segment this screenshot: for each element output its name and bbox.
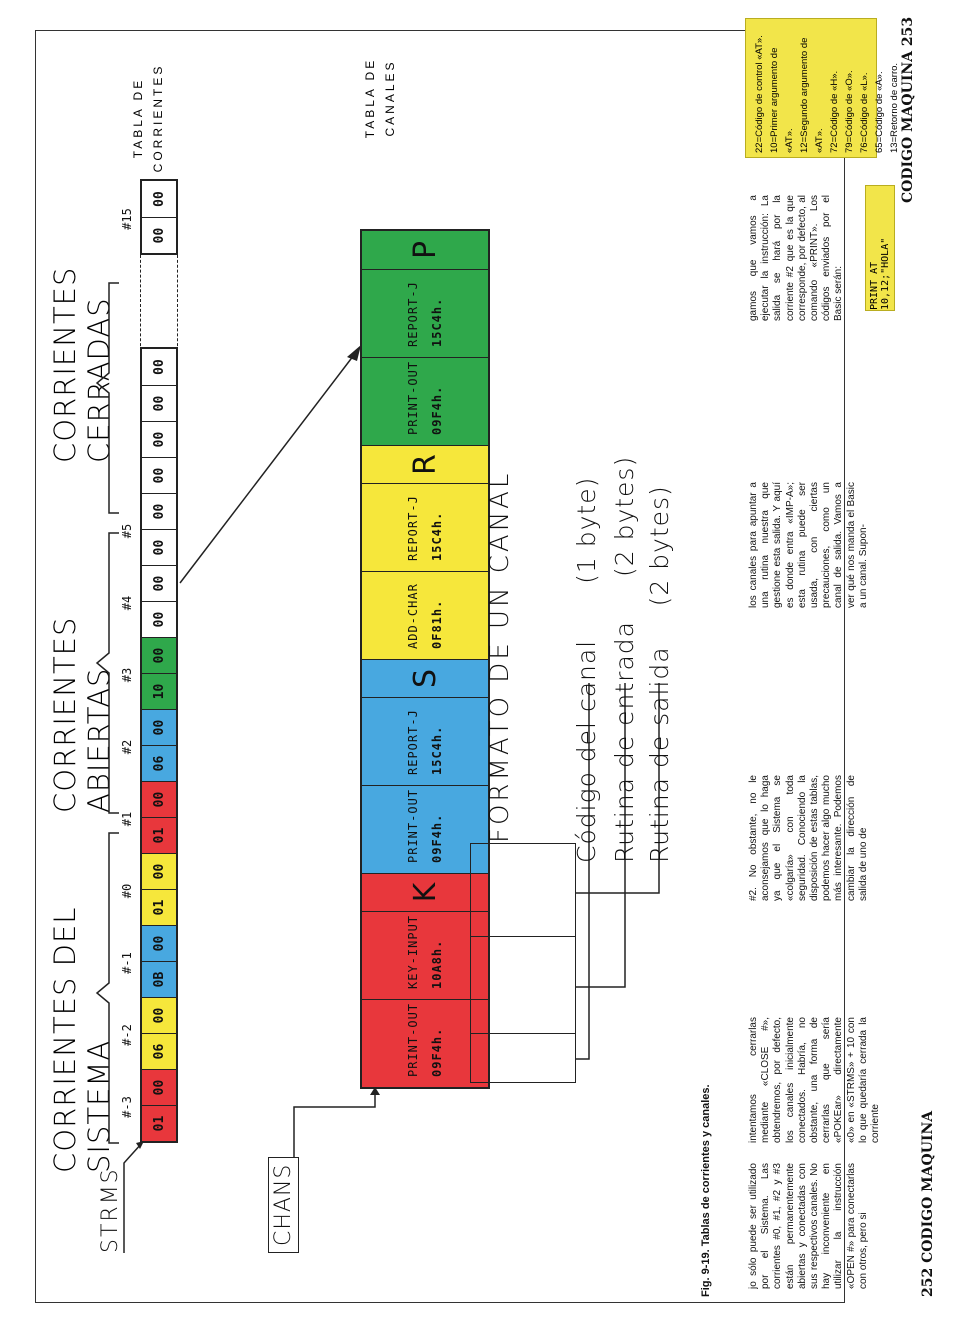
channel-routine [362,483,488,571]
note-line: 72=Código de «H». [829,70,840,153]
routine-name: REPORT-J [406,709,420,775]
stream-number-label: #-3 [120,1096,134,1118]
stream-cell: 00 [142,493,176,529]
note-line: 76=Código de «L». [859,72,870,153]
item-size: (1 byte) [572,476,601,584]
stream-cell: 06 [142,1033,176,1069]
title-cerradas: CORRIENTES CERRADAS [48,266,116,463]
routine-address: 15C4h. [430,511,444,561]
channel-code: P [362,231,488,269]
routine-name: PRINT-OUT [406,788,420,863]
title-abiertas: CORRIENTES ABIERTAS [48,616,116,813]
stream-cell: 00 [142,421,176,457]
code-box: PRINT AT 10,12;"HOLA" [865,185,895,311]
stream-cell: 00 [142,457,176,493]
stream-cell: 0B [142,961,176,997]
formato-item-3 [645,485,674,863]
note-line: 79=Código de «O». [844,70,855,153]
routine-address: 09F4h. [430,1027,444,1077]
channel-code: S [362,659,488,697]
stream-number-label: #3 [120,667,134,683]
note-line: 12=Segundo argumento de «AT». [799,37,825,153]
routine-address: 0F81h. [430,599,444,649]
stream-number-label: #-2 [120,1024,134,1046]
stream-cell: 00 [142,529,176,565]
stream-number-label: #-1 [120,952,134,974]
stream3-arrow [175,333,365,593]
tabla-corrientes-label: TABLA DE CORRIENTES [131,63,165,173]
stream-cell: 00 [142,565,176,601]
channel-routine [362,697,488,785]
paragraph: #2. No obstante, no le aconsejamos que lo haga ya que el Sistema se «colgaría» con toda seguridad. Conociendo la disposición de estas tablas, podemos hacer algo mucho más interesante. Podemos cambiar la dirección de salida de uno de [748,775,869,901]
stream-cell: 10 [142,673,176,709]
stream-number-label: #4 [120,595,134,611]
chans-label: CHANS [268,1157,299,1253]
stream-cell: 00 [142,349,176,385]
stream-cell-15: 00 [142,181,176,217]
routine-address: 15C4h. [430,297,444,347]
note-line: 22=Código de control «AT». [754,35,765,153]
stream-cell: 01 [142,817,176,853]
stream-cell: 00 [142,1069,176,1105]
footer-right: CODIGO MAQUINA 253 [900,16,916,203]
paragraph: jo sólo puede ser utilizado por el Sistema. Las corrientes #0, #1, #2 y #3 están permanentemente abiertas y conectadas con sus respectivos canales. No hay inconveniente en utilizar la instrucción «OPEN #» para conectarlas con otros, pero si [748,1163,869,1289]
formato-box [470,843,576,1083]
channel-code: K [362,873,488,911]
stream-cell: 01 [142,889,176,925]
item-label: Rutina de salida [645,646,674,863]
item-size: (2 bytes) [645,485,674,607]
note-line: 10=Primer argumento de «AT». [769,47,795,153]
strms-label-left: STRMS [98,1167,123,1253]
routine-name: REPORT-J [406,495,420,561]
closed-gap [140,255,178,351]
stream-15-cells [140,179,178,255]
routine-address: 09F4h. [430,385,444,435]
item-label: Código del canal [572,639,601,863]
streams-table [140,347,178,1143]
text-column-1 [748,1163,948,1289]
channel-routine [362,269,488,357]
codes-note [745,18,900,158]
paragraph: los canales para apuntar a una rutina nuestra que gestione esta salida. Y aquí es donde entra «IMP-A»; esta rutina puede ser usada, con ciertas precauciones, como un canal de salida. Vamos a ver qué nos manda el Basic a un canal. Supon- [748,482,869,608]
stream-cell-15: 00 [142,217,176,253]
stream-cell: 00 [142,925,176,961]
strms-arrow [120,1133,160,1263]
routine-name: PRINT-OUT [406,360,420,435]
note-line: 13=Retorno de carro. [889,62,900,153]
paragraph: gamos que vamos a ejecutar la instrucción: La salida se hará por la corriente #2 que es la que corresponde, por defecto, al comando «PRINT». Los códigos enviados por el Basic serán: [748,195,845,321]
channel-routine [362,571,488,659]
stream-cell: 00 [142,709,176,745]
formato-item-2 [610,456,639,863]
stream-cell: 00 [142,385,176,421]
routine-name: KEY-INPUT [406,914,420,989]
stream-cell: 00 [142,601,176,637]
item-size: (2 bytes) [610,455,639,578]
stream-cell: 01 [142,1105,176,1141]
routine-address: 15C4h. [430,725,444,775]
braces [95,273,121,1153]
figure-caption: Fig. 9-19. Tablas de corrientes y canales. [700,1084,712,1297]
routine-name: ADD-CHAR [406,583,420,649]
paragraph: intentamos cerrarlas mediante «CLOSE #», obtendremos, por defecto, los canales inicialmente conectados. Habría, no obstante, una forma de cerrarlas que sería «POKEar» directamente «0» en «STRMS» + 10 con lo que quedaría cerrada la corriente [748,1017,882,1143]
text-column-2 [748,1017,948,1143]
stream-cell: 00 [142,781,176,817]
note-line: 65=Código de «A». [874,71,885,153]
title-sistema: CORRIENTES DEL SISTEMA [48,906,116,1173]
footer-left: 252 CODIGO MAQUINA [920,1110,936,1297]
routine-address: 10A8h. [430,939,444,989]
routine-name: REPORT-J [406,281,420,347]
routine-address: 09F4h. [430,813,444,863]
text-column-3 [748,775,948,901]
stream-cell: 06 [142,745,176,781]
stream-number-label: #2 [120,739,134,755]
chans-arrow [280,1077,390,1157]
formato-item-1 [572,477,601,863]
channel-routine [362,357,488,445]
stream-number-label: #1 [120,811,134,827]
stream-number-label: #15 [120,208,134,230]
tabla-canales-label: TABLA DE CANALES [363,57,397,139]
stream-cell: 00 [142,997,176,1033]
stream-cell: 00 [142,637,176,673]
channel-code: R [362,445,488,483]
formato-title: FORMATO DE UN CANAL [485,470,515,843]
stream-number-label: #0 [120,883,134,899]
routine-name: PRINT-OUT [406,1002,420,1077]
text-column-4 [748,482,948,608]
stream-cell: 00 [142,853,176,889]
stream-number-label: #5 [120,523,134,539]
item-label: Rutina de entrada [610,621,639,863]
